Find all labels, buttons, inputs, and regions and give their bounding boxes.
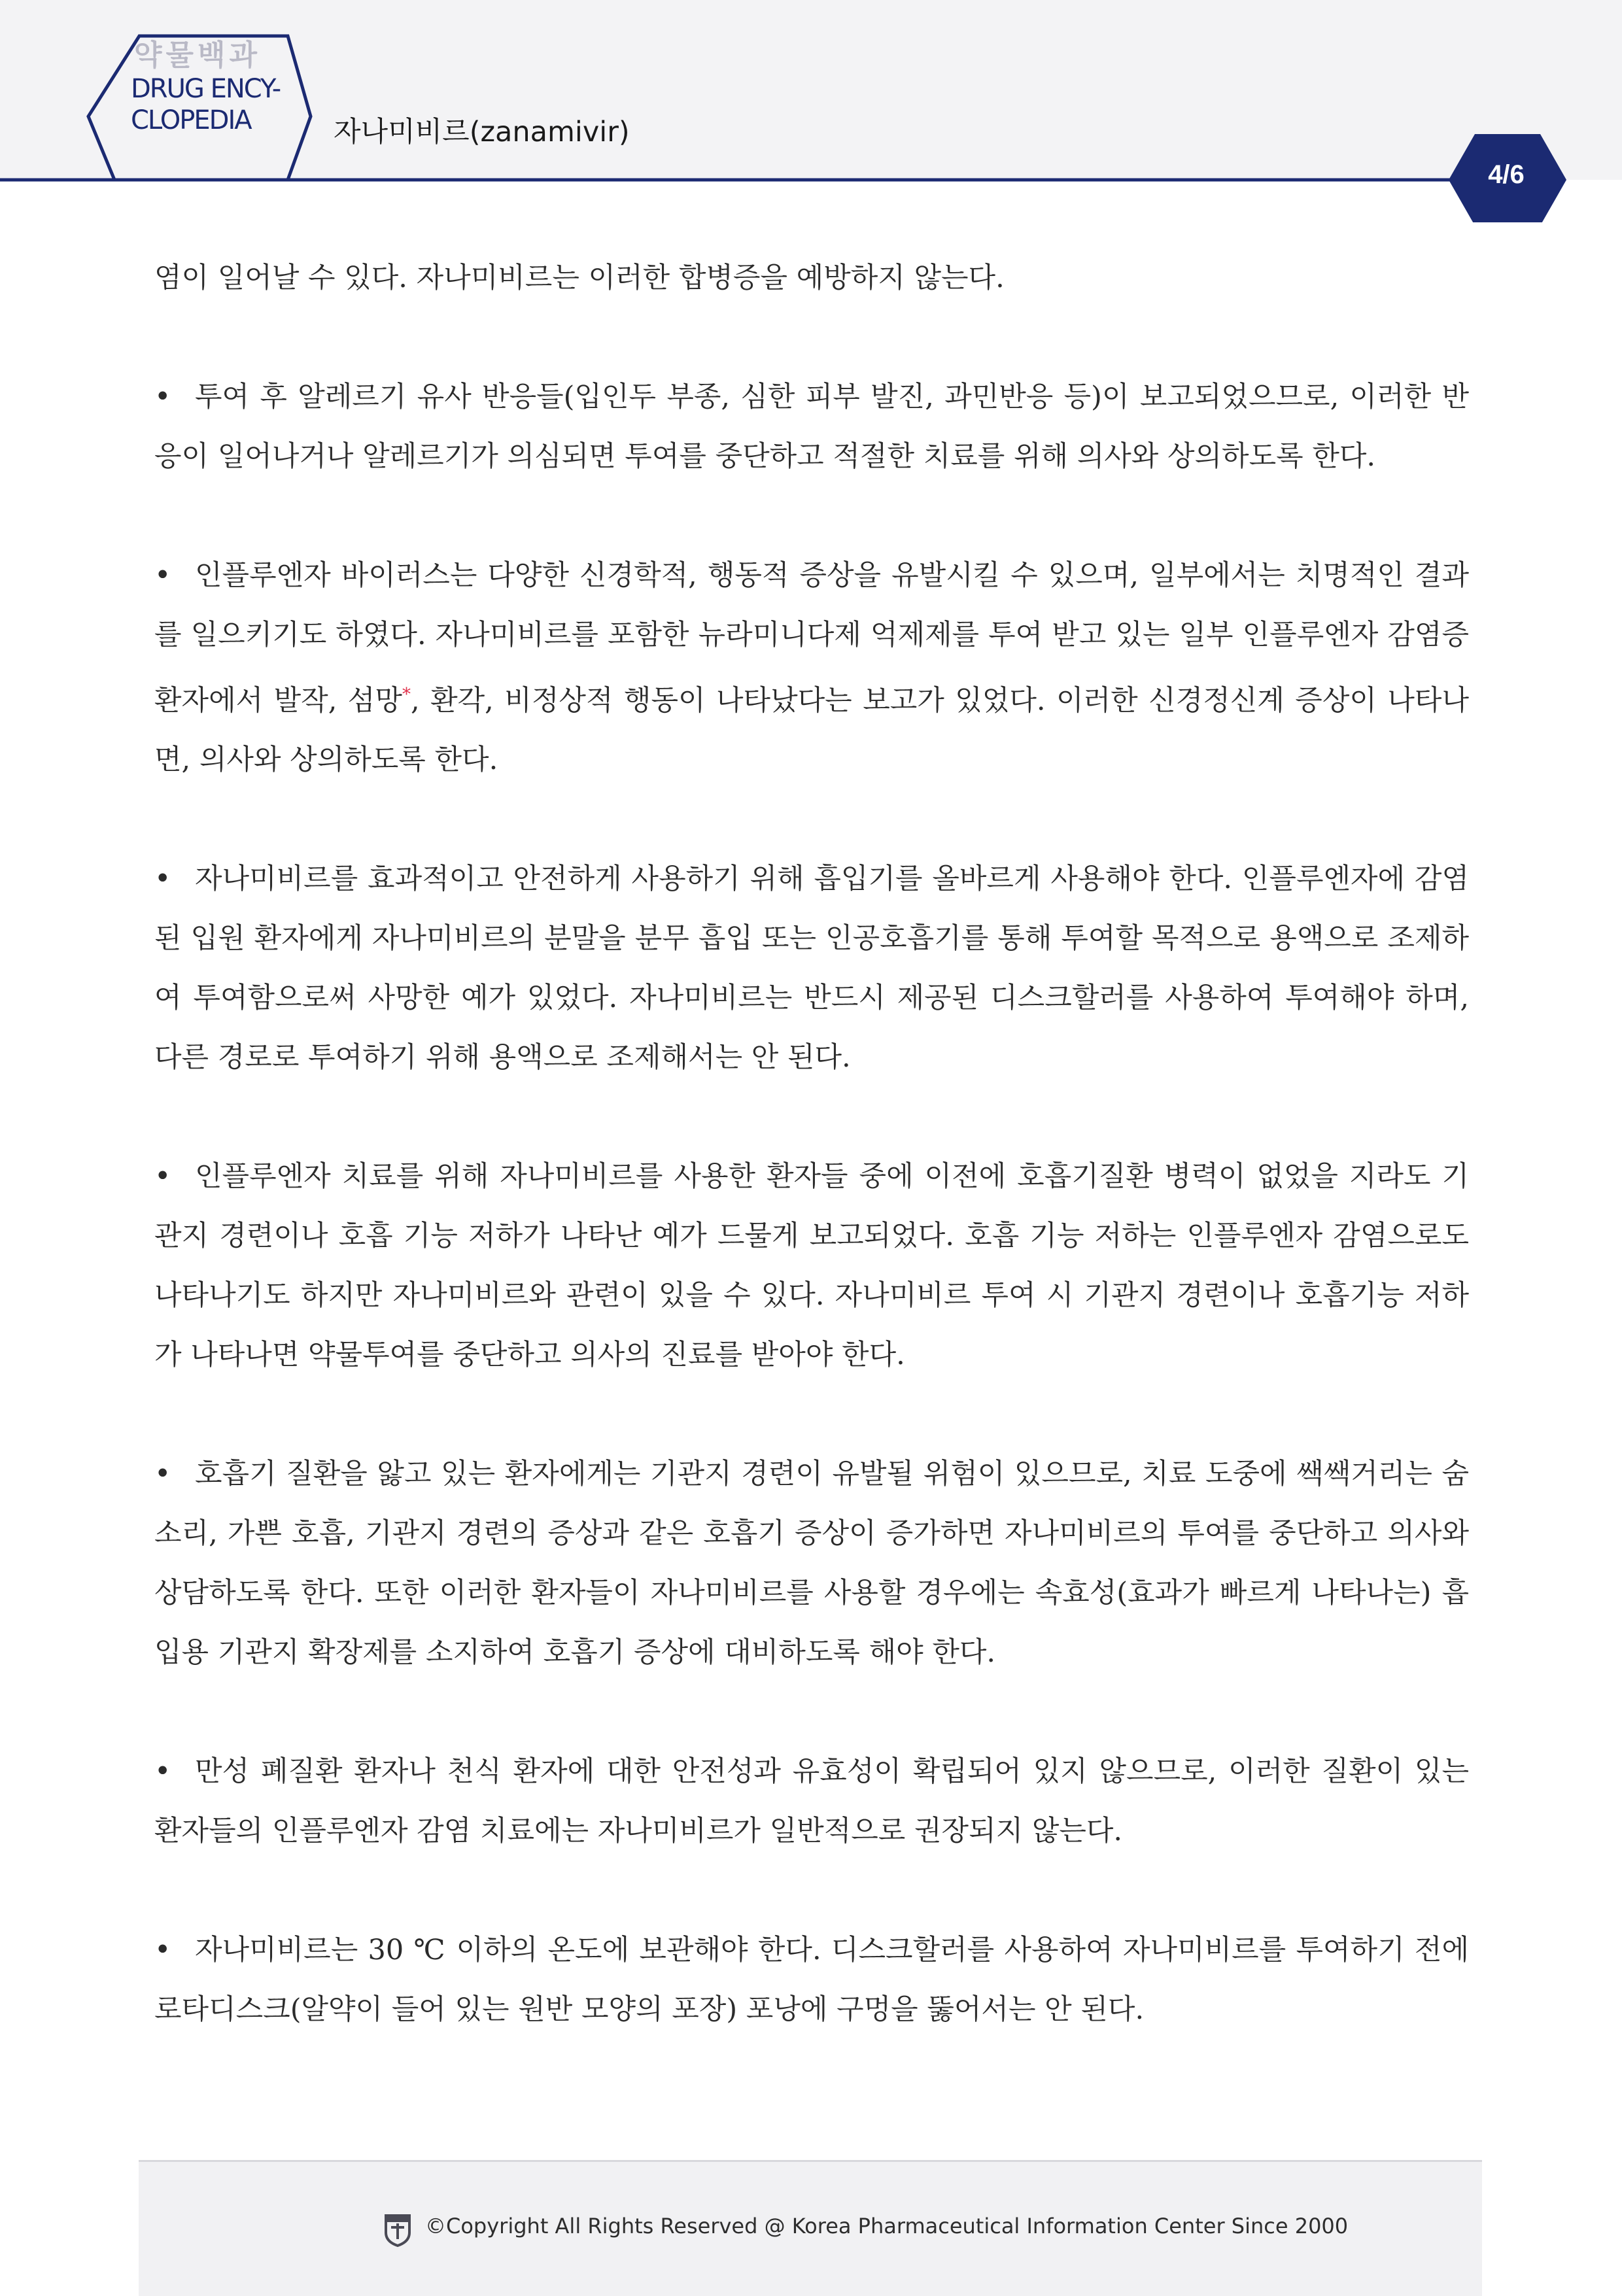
bullet-marker: • [154,1755,171,1789]
bullet-text: 투여 후 알레르기 유사 반응들(입인두 부종, 심한 피부 발진, 과민반응 등)이 보고되었으므로, 이러한 반응이 일어나거나 알레르기가 의심되면 투여를 중단하고 적절한 치료를 위해 의사와 상의하도록 한다. [154,381,1469,473]
bullet-paragraph [154,1147,1469,1385]
bullet-marker: • [154,559,171,592]
copyright-notice: ©Copyright All Rights Reserved @ Korea Pharmaceutical Information Center Since 2000 [425,2214,1349,2238]
kpic-shield-icon [382,2210,415,2247]
bullet-text: 인플루엔자 치료를 위해 자나미비르를 사용한 환자들 중에 이전에 호흡기질환 병력이 없었을 지라도 기관지 경련이나 호흡 기능 저하가 나타난 예가 드물게 보고되었다. 호흡 기능 저하는 인플루엔자 감염으로도 나타나기도 하지만 자나미비르와 관련이 있을 수 있다. 자나미비르 투여 시 기관지 경련이나 호흡기능 저하가 나타나면 약물투여를 중단하고 의사의 진료를 받아야 한다. [154,1160,1469,1372]
bullet-text: 만성 폐질환 환자나 천식 환자에 대한 안전성과 유효성이 확립되어 있지 않으므로, 이러한 질환이 있는 환자들의 인플루엔자 감염 치료에는 자나미비르가 일반적으로 권장되지 않는다. [154,1755,1469,1848]
bullet-text-part1: 인플루엔자 바이러스는 다양한 신경학적, 행동적 증상을 유발시킬 수 있으며, 일부에서는 치명적인 결과를 일으키기도 하였다. 자나미비르를 포함한 뉴라미니다제 억제제를 투여 받고 있는 일부 인플루엔자 감염증 환자에서 발작, 섬망 [154,559,1469,717]
intro-paragraph: 염이 일어날 수 있다. 자나미비르는 이러한 합병증을 예방하지 않는다. [154,262,1005,294]
bullet-paragraph [154,546,1469,790]
bullet-marker: • [154,1160,171,1193]
bullet-marker: • [154,381,171,413]
brand-english-line1: DRUG ENCY- [131,74,281,104]
bullet-paragraph [154,1445,1469,1683]
bullet-paragraph [154,1921,1469,2040]
document-title: 자나미비르(zanamivir) [334,116,630,148]
asterisk-note: * [402,685,411,704]
bullet-text: 자나미비르를 효과적이고 안전하게 사용하기 위해 흡입기를 올바르게 사용해야 한다. 인플루엔자에 감염된 입원 환자에게 자나미비르의 분말을 분무 흡입 또는 인공호흡기를 통해 투여할 목적으로 용액으로 조제하여 투여함으로써 사망한 예가 있었다. 자나미비르는 반드시 제공된 디스크할러를 사용하여 투여해야 하며, 다른 경로로 투여하기 위해 용액으로 조제해서는 안 된다. [154,863,1469,1074]
bullet-paragraph [154,368,1469,487]
bullet-paragraph [154,849,1469,1088]
bullet-marker: • [154,1458,171,1491]
document-body [154,248,1469,2099]
brand-english [131,73,307,136]
bullet-text-part2: , 환각, 비정상적 행동이 나타났다는 보고가 있었다. 이러한 신경정신계 증상이 나타나면, 의사와 상의하도록 한다. [154,684,1470,777]
page-number: 4/6 [1488,160,1525,189]
brand-english-line2: CLOPEDIA [131,105,251,135]
bullet-text: 호흡기 질환을 앓고 있는 환자에게는 기관지 경련이 유발될 위험이 있으므로, 치료 도중에 쌕쌕거리는 숨소리, 가쁜 호흡, 기관지 경련의 증상과 같은 호흡기 증상이 증가하면 자나미비르의 투여를 중단하고 의사와 상담하도록 한다. 또한 이러한 환자들이 자나미비르를 사용할 경우에는 속효성(효과가 빠르게 나타나는) 흡입용 기관지 확장제를 소지하여 호흡기 증상에 대비하도록 해야 한다. [154,1458,1469,1670]
brand-korean: 약물백과 [134,39,262,72]
bullet-marker: • [154,1934,171,1967]
bullet-marker: • [154,863,171,896]
bullet-text: 자나미비르는 30 ℃ 이하의 온도에 보관해야 한다. 디스크할러를 사용하여 자나미비르를 투여하기 전에 로타디스크(알약이 들어 있는 원반 모양의 포장) 포낭에 구멍을 뚫어서는 안 된다. [154,1934,1469,2027]
bullet-paragraph [154,1742,1469,1861]
